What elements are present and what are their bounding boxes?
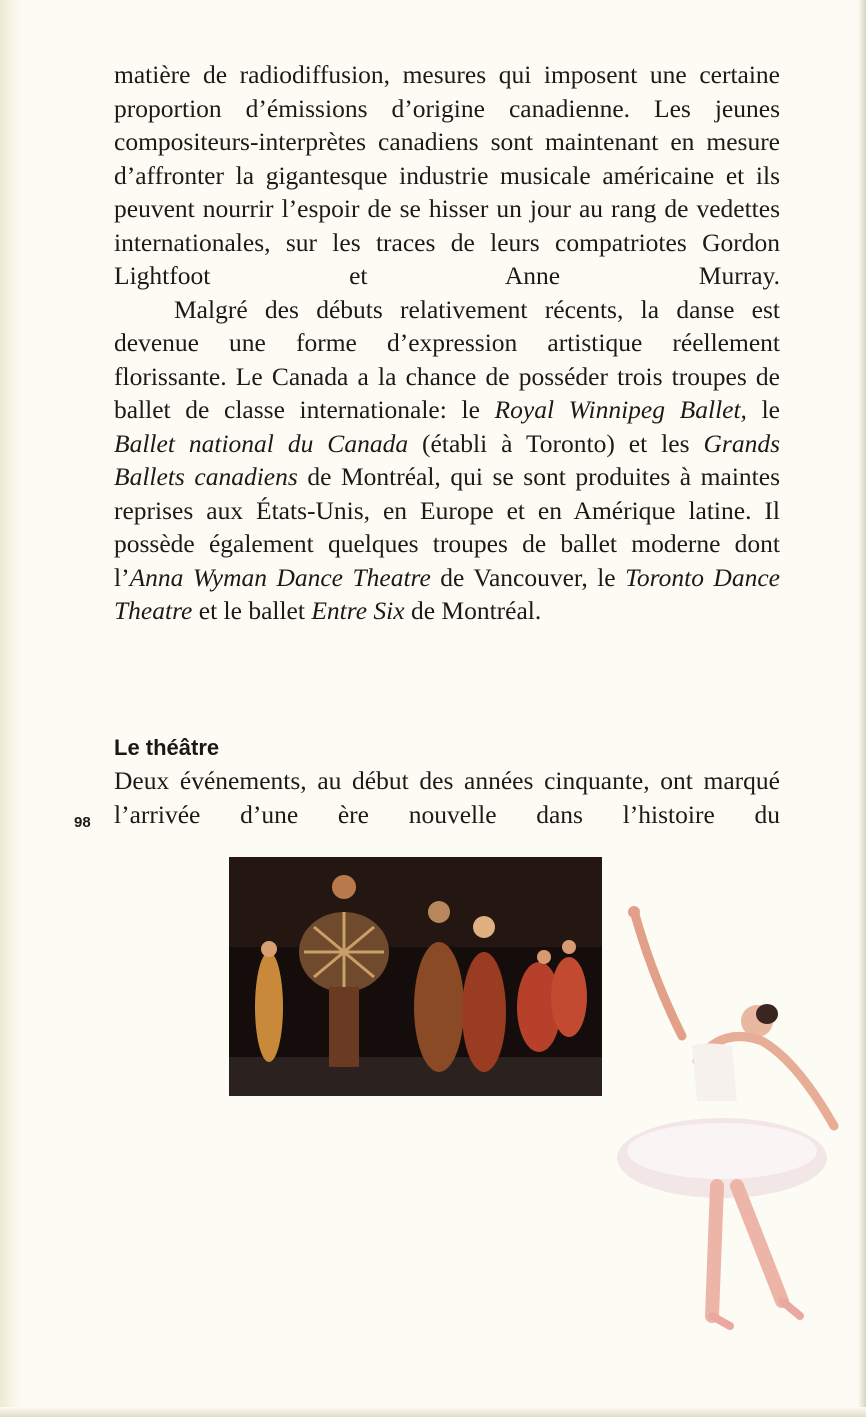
company-royal-winnipeg: Royal Winnipeg Ballet, [494,395,747,424]
page-bottom-edge [0,1407,866,1417]
dance-text-5: de Vancouver, le [430,562,626,592]
paragraph-radio: matière de radiodiffusion, mesures qui imposent une certaine proportion d’émissions d’origine canadienne. Les jeunes compositeurs-interprètes canadiens sont maintenant en mesure d’affronter la gigantesque industrie musicale américaine et ils peuvent nourrir l’espoir de se hisser un jour au rang de vedettes internationales, sur les traces de leurs compatriotes Gordon Lightfoot et Anne Murray. [114,60,780,290]
theatre-stage-photo [229,857,602,1096]
dance-text-1: Malgré des débuts relativement récents, la danse est devenue une forme d’expression artistique réellement florissante. Le Canada a la chance de posséder trois troupes de ballet de classe internationale: le [114,294,780,424]
dance-text-7: de Montréal. [404,596,542,625]
section-heading: Le théâtre [114,735,220,760]
ballerina-photo [612,896,862,1342]
page-gutter-shadow [0,0,22,1417]
dance-text-4: de Montréal, qui se sont produites à maintes reprises aux États-Unis, en Europe et en Amérique latine. Il possède également quelques troupes de ballet moderne dont l’ [114,462,780,592]
dance-text-2: le [746,395,780,424]
paragraph-theatre: Deux événements, au début des années cinquante, ont marqué l’arrivée d’une ère nouvelle dans l’histoire du [114,766,780,829]
company-ballet-national: Ballet national du Canada [114,428,409,458]
body-text [114,58,780,628]
dance-text-3: (établi à Toronto) et les [408,428,704,458]
company-anna-wyman: Anna Wyman Dance Theatre [129,562,431,592]
dance-text-6: et le ballet [192,596,312,625]
company-grands-ballets: Grands Ballets canadiens [114,428,780,491]
page-number: 98 [74,814,91,831]
company-toronto-dance: Toronto Dance Theatre [114,562,780,625]
body-text-continued [114,764,780,831]
company-entre-six: Entre Six [311,596,405,625]
paragraph-dance [114,293,780,628]
